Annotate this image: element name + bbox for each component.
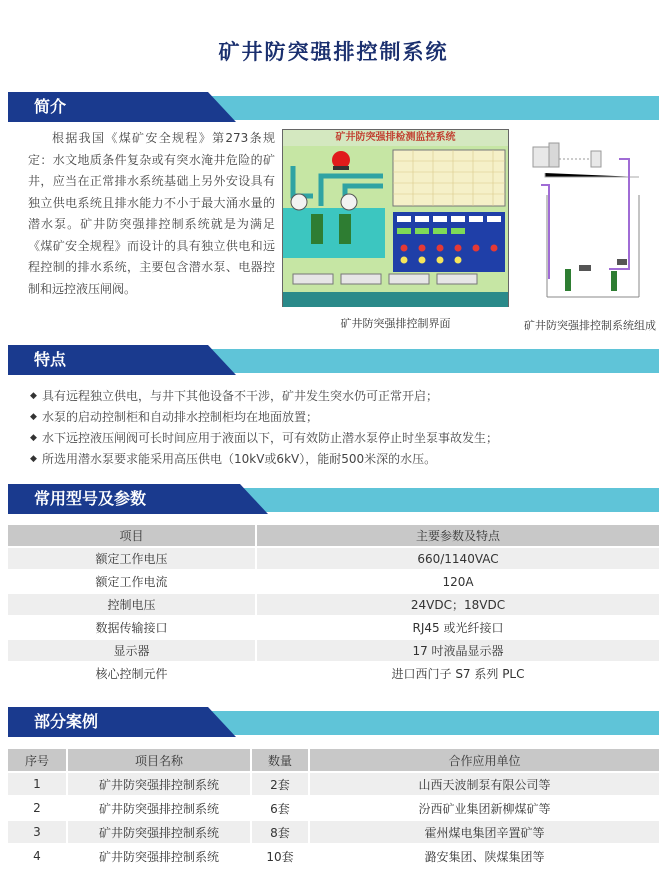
diamond-bullet-icon: ◆ [30, 433, 37, 443]
table-header-cell: 数量 [250, 749, 308, 771]
pressure-gauge-icon [341, 194, 357, 210]
table-cell: 汾西矿业集团新柳煤矿等 [308, 797, 659, 819]
table-header-cell: 主要参数及特点 [255, 525, 659, 546]
feature-item [30, 449, 650, 470]
table-row [8, 594, 659, 615]
table-cell: 进口西门子 S7 系列 PLC [255, 663, 659, 684]
specs-banner [8, 484, 659, 514]
table-header-row [8, 749, 659, 771]
table-cell: 显示器 [8, 640, 255, 661]
diamond-bullet-icon: ◆ [30, 454, 37, 464]
table-row [8, 571, 659, 592]
table-cell: 矿井防突强排控制系统 [66, 821, 250, 843]
intro-heading: 简介 [8, 92, 208, 122]
cases-table [8, 747, 659, 869]
specs-heading: 常用型号及参数 [8, 484, 240, 514]
table-cell: 核心控制元件 [8, 663, 255, 684]
intro-banner [8, 92, 659, 122]
system-diagram-caption: 矿井防突强排控制系统组成 [524, 319, 656, 332]
feature-text: 具有远程独立供电，与井下其他设备不干涉，矿井发生突水仍可正常开启； [42, 389, 439, 403]
table-header-cell: 项目名称 [66, 749, 250, 771]
table-cell: 10套 [250, 845, 308, 867]
table-cell: 2套 [250, 773, 308, 795]
diamond-bullet-icon: ◆ [30, 412, 37, 422]
table-cell: 8套 [250, 821, 308, 843]
table-cell: 矿井防突强排控制系统 [66, 773, 250, 795]
pump-icon [611, 271, 617, 291]
table-cell: 霍州煤电集团辛置矿等 [308, 821, 659, 843]
table-cell: 山西天波制泵有限公司等 [308, 773, 659, 795]
table-cell: 额定工作电压 [8, 548, 255, 569]
cases-banner [8, 707, 659, 737]
specs-table [8, 523, 659, 686]
diamond-bullet-icon: ◆ [30, 391, 37, 401]
pump-icon [565, 269, 571, 291]
table-cell: 额定工作电流 [8, 571, 255, 592]
system-diagram [519, 129, 659, 307]
table-cell: 24VDC；18VDC [255, 594, 659, 615]
feature-item [30, 407, 650, 428]
table-cell: 120A [255, 571, 659, 592]
table-cell: 4 [8, 845, 66, 867]
screen-main [283, 146, 508, 292]
table-row [8, 773, 659, 795]
table-cell: 矿井防突强排控制系统 [66, 845, 250, 867]
features-list [30, 386, 650, 470]
table-cell: 2 [8, 797, 66, 819]
feature-text: 所选用潜水泵要求能采用高压供电（10kV或6kV），能耐500米深的水压。 [42, 452, 437, 466]
table-row [8, 617, 659, 638]
table-row [8, 845, 659, 867]
table-row [8, 821, 659, 843]
table-row [8, 640, 659, 661]
feature-text: 水泵的启动控制柜和自动排水控制柜均在地面放置； [42, 410, 319, 424]
cases-heading: 部分案例 [8, 707, 208, 737]
table-row [8, 797, 659, 819]
page-title: 矿井防突强排控制系统 [218, 40, 449, 64]
table-header-cell: 项目 [8, 525, 255, 546]
table-cell: 17 吋液晶显示器 [255, 640, 659, 661]
features-heading: 特点 [8, 345, 208, 375]
screen-footer [283, 292, 508, 307]
table-cell: 矿井防突强排控制系统 [66, 797, 250, 819]
control-screen-caption: 矿井防突强排控制界面 [340, 317, 451, 330]
pump-icon [339, 214, 351, 244]
screen-title: 矿井防突强排检测监控系统 [283, 130, 508, 146]
table-row [8, 663, 659, 684]
table-cell: 控制电压 [8, 594, 255, 615]
table-cell: RJ45 或光纤接口 [255, 617, 659, 638]
table-cell: 潞安集团、陕煤集团等 [308, 845, 659, 867]
table-cell: 3 [8, 821, 66, 843]
table-cell: 数据传输接口 [8, 617, 255, 638]
table-cell: 1 [8, 773, 66, 795]
features-banner [8, 345, 659, 375]
pressure-gauge-icon [291, 194, 307, 210]
table-header-cell: 合作应用单位 [308, 749, 659, 771]
table-cell: 6套 [250, 797, 308, 819]
table-cell: 660/1140VAC [255, 548, 659, 569]
pump-icon [311, 214, 323, 244]
table-row [8, 548, 659, 569]
table-header-row [8, 525, 659, 546]
intro-text: 根据我国《煤矿安全规程》第273条规定：水文地质条件复杂或有突水淹井危险的矿井，应当在正常排水系统基础上另外安设具有独立供电系统且排水能力不小于最大涌水量的潜水泵。矿井防突强排控制系统就是为满足《煤矿安全规程》而设计的具有独立供电和远程控制的排水系统，主要包含潜水泵、电器控制和远控液压闸阀。 [28, 131, 275, 296]
control-screen-image [282, 129, 509, 307]
feature-item [30, 428, 650, 449]
feature-item [30, 386, 650, 407]
feature-text: 水下远控液压闸阀可长时间应用于液面以下，可有效防止潜水泵停止时坐泵事故发生； [42, 431, 499, 445]
table-header-cell: 序号 [8, 749, 66, 771]
